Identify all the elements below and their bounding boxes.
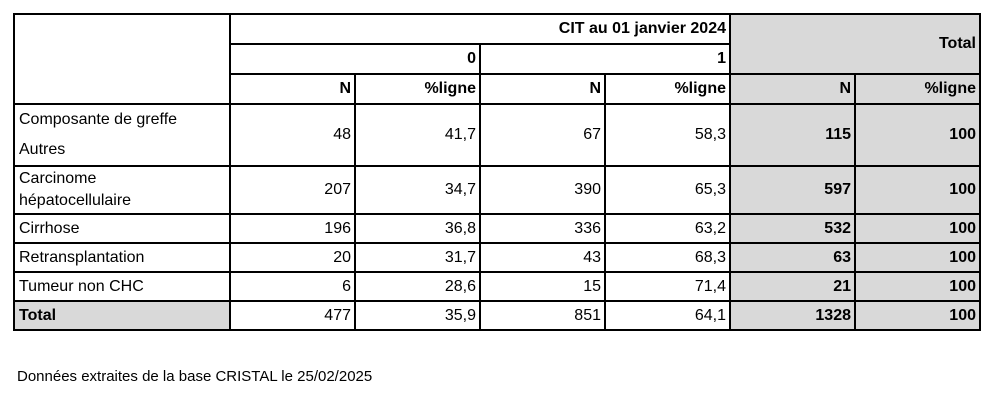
row-label-line: Carcinome: [19, 170, 97, 187]
cell-nt: 21: [730, 272, 855, 301]
cell-n0: 6: [230, 272, 355, 301]
cell-nt: 532: [730, 214, 855, 243]
n-header: N: [730, 74, 855, 104]
cell-pt: 100: [855, 166, 980, 214]
n-header: N: [480, 74, 605, 104]
row-label-line: hépatocellulaire: [19, 192, 132, 209]
cell-p1: 65,3: [605, 166, 730, 214]
table-row: [14, 272, 980, 301]
cell-p0: 41,7: [355, 104, 480, 166]
cell-n1: 336: [480, 214, 605, 243]
cell-p0: 31,7: [355, 243, 480, 272]
row-label-line: Composante de greffe: [19, 111, 178, 128]
pct-header: %ligne: [355, 74, 480, 104]
cell-nt: 115: [730, 104, 855, 166]
row-label: [14, 166, 230, 214]
cell-n1: 43: [480, 243, 605, 272]
cell-n0: 20: [230, 243, 355, 272]
row-label-line: Autres: [19, 141, 66, 158]
row-label: [14, 104, 230, 166]
table-row: [14, 243, 980, 272]
cell-nt: 63: [730, 243, 855, 272]
cell-nt: 1328: [730, 301, 855, 330]
table-row: [14, 104, 980, 166]
cell-pt: 100: [855, 272, 980, 301]
cell-n1: 851: [480, 301, 605, 330]
group-header: CIT au 01 janvier 2024: [230, 14, 730, 44]
col1-header: 1: [480, 44, 730, 74]
pct-header: %ligne: [855, 74, 980, 104]
cell-pt: 100: [855, 243, 980, 272]
total-header: Total: [730, 14, 980, 74]
cell-pt: 100: [855, 301, 980, 330]
cell-n1: 15: [480, 272, 605, 301]
cell-n0: 477: [230, 301, 355, 330]
cell-p1: 58,3: [605, 104, 730, 166]
source-footnote: Données extraites de la base CRISTAL le 25/02/2025: [17, 368, 373, 385]
cell-p1: 68,3: [605, 243, 730, 272]
cell-p1: 71,4: [605, 272, 730, 301]
cell-n0: 196: [230, 214, 355, 243]
cell-p0: 36,8: [355, 214, 480, 243]
col0-header: 0: [230, 44, 480, 74]
n-header: N: [230, 74, 355, 104]
row-label: Cirrhose: [14, 214, 230, 243]
cell-p0: 28,6: [355, 272, 480, 301]
cell-n0: 207: [230, 166, 355, 214]
cell-n1: 390: [480, 166, 605, 214]
cell-p1: 63,2: [605, 214, 730, 243]
pct-header: %ligne: [605, 74, 730, 104]
total-label: Total: [14, 301, 230, 330]
cell-pt: 100: [855, 214, 980, 243]
row-label: Tumeur non CHC: [14, 272, 230, 301]
cit-table: [13, 13, 981, 331]
row-label: Retransplantation: [14, 243, 230, 272]
cell-n0: 48: [230, 104, 355, 166]
cell-p0: 35,9: [355, 301, 480, 330]
cell-pt: 100: [855, 104, 980, 166]
cell-p0: 34,7: [355, 166, 480, 214]
cell-p1: 64,1: [605, 301, 730, 330]
table-row: [14, 214, 980, 243]
cell-n1: 67: [480, 104, 605, 166]
corner-cell: [14, 14, 230, 104]
table-row: [14, 166, 980, 214]
total-row: [14, 301, 980, 330]
cell-nt: 597: [730, 166, 855, 214]
